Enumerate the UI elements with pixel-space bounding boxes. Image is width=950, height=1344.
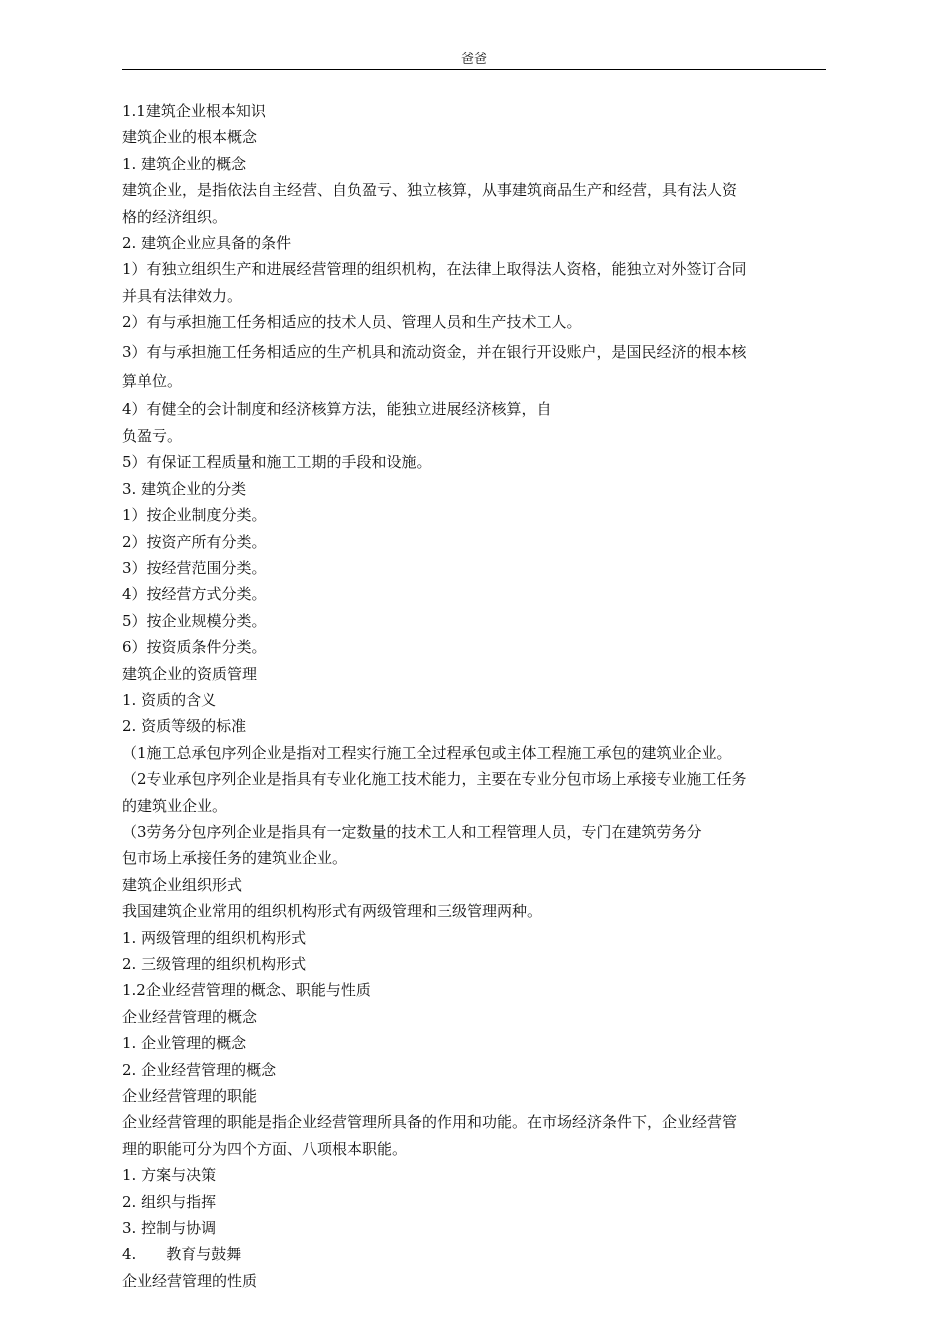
list-item: 5）按企业规模分类。 bbox=[122, 611, 267, 630]
list-item: 1. 方案与决策 bbox=[122, 1166, 217, 1185]
paragraph-line: 3）有与承担施工任务相适应的生产机具和流动资金，并在银行开设账户，是国民经济的根本核 bbox=[122, 342, 747, 361]
list-item: 2. 组织与指挥 bbox=[122, 1192, 217, 1211]
list-item: 1. 建筑企业的概念 bbox=[122, 154, 247, 173]
list-item: 2. 建筑企业应具备的条件 bbox=[122, 234, 292, 253]
header-divider bbox=[122, 69, 826, 70]
subsection-heading: 企业经营管理的职能 bbox=[122, 1087, 258, 1106]
paragraph-line: 4）有健全的会计制度和经济核算方法，能独立进展经济核算，自 bbox=[122, 400, 552, 419]
document-body bbox=[122, 98, 828, 1294]
paragraph-line: 我国建筑企业常用的组织机构形式有两级管理和三级管理两种。 bbox=[122, 902, 543, 921]
list-item: 2）按资产所有分类。 bbox=[122, 532, 267, 551]
list-item: 3. 建筑企业的分类 bbox=[122, 479, 247, 498]
list-item: 6）按资质条件分类。 bbox=[122, 638, 267, 657]
list-item: 4. 教育与鼓舞 bbox=[122, 1245, 242, 1264]
paragraph-line: （3劳务分包序列企业是指具有一定数量的技术工人和工程管理人员，专门在建筑劳务分 bbox=[122, 822, 702, 841]
page-header: 爸爸 bbox=[460, 52, 487, 67]
list-item: 3. 控制与协调 bbox=[122, 1219, 217, 1238]
subsection-heading: 建筑企业的资质管理 bbox=[122, 664, 258, 683]
list-item: 1. 企业管理的概念 bbox=[122, 1034, 247, 1053]
subsection-heading: 建筑企业的根本概念 bbox=[122, 128, 258, 147]
paragraph-line: 包市场上承接任务的建筑业企业。 bbox=[122, 849, 348, 868]
paragraph-line: 理的职能可分为四个方面、八项根本职能。 bbox=[122, 1139, 408, 1158]
paragraph-line: 负盈亏。 bbox=[122, 426, 183, 445]
section-heading: 1.2企业经营管理的概念、职能与性质 bbox=[122, 981, 371, 1000]
list-item: 2. 三级管理的组织机构形式 bbox=[122, 955, 307, 973]
subsection-heading: 企业经营管理的概念 bbox=[122, 1007, 258, 1026]
paragraph-line: 建筑企业，是指依法自主经营、自负盈亏、独立核算，从事建筑商品生产和经营，具有法人资 bbox=[122, 181, 738, 200]
subsection-heading: 企业经营管理的性质 bbox=[122, 1271, 258, 1290]
list-item: 2. 企业经营管理的概念 bbox=[122, 1060, 277, 1079]
list-item: 2. 资质等级的标准 bbox=[122, 717, 247, 736]
paragraph-line: 1）有独立组织生产和进展经营管理的组织机构，在法律上取得法人资格，能独立对外签订合同 bbox=[122, 260, 747, 279]
paragraph-line: （2专业承包序列企业是指具有专业化施工技术能力，主要在专业分包市场上承接专业施工任务 bbox=[122, 770, 747, 789]
list-item: 1. 资质的含义 bbox=[122, 690, 217, 709]
paragraph-line: （1施工总承包序列企业是指对工程实行施工全过程承包或主体工程施工承包的建筑业企业。 bbox=[122, 743, 732, 762]
list-item: 1）按企业制度分类。 bbox=[122, 506, 267, 525]
paragraph-line: 算单位。 bbox=[122, 372, 183, 391]
paragraph-line: 格的经济组织。 bbox=[122, 207, 228, 226]
paragraph-line: 并具有法律效力。 bbox=[122, 286, 243, 305]
paragraph-line: 的建筑业企业。 bbox=[122, 796, 228, 815]
list-item: 4）按经营方式分类。 bbox=[122, 585, 267, 604]
subsection-heading: 建筑企业组织形式 bbox=[122, 875, 243, 894]
section-heading: 1.1建筑企业根本知识 bbox=[122, 102, 266, 120]
paragraph-line: 2）有与承担施工任务相适应的技术人员、管理人员和生产技术工人。 bbox=[122, 313, 582, 332]
paragraph-line: 企业经营管理的职能是指企业经营管理所具备的作用和功能。在市场经济条件下，企业经营管 bbox=[122, 1113, 738, 1132]
list-item: 3）按经营范围分类。 bbox=[122, 558, 267, 577]
list-item: 1. 两级管理的组织机构形式 bbox=[122, 928, 307, 947]
paragraph-line: 5）有保证工程质量和施工工期的手段和设施。 bbox=[122, 453, 432, 472]
